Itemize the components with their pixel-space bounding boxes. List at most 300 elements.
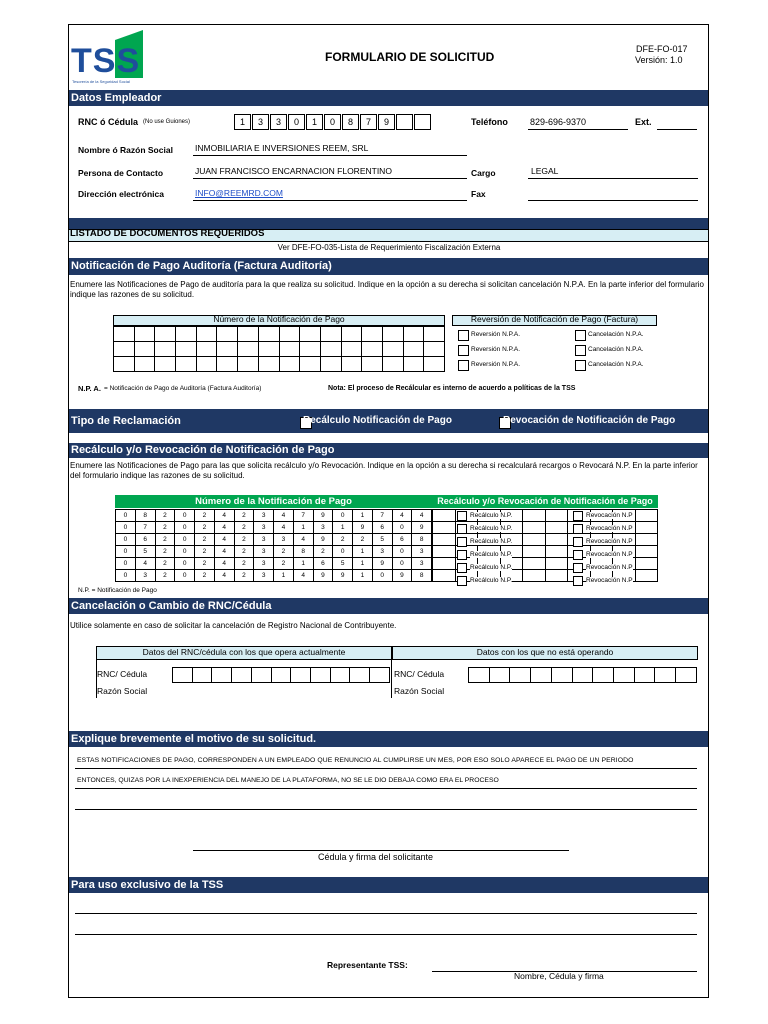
contact-value[interactable]: JUAN FRANCISCO ENCARNACION FLORENTINO	[195, 166, 392, 176]
rnc-left-name-label: Razón Social	[97, 686, 148, 696]
rnc-change-digit-cell[interactable]	[655, 668, 676, 683]
np-digit-cell[interactable]: 0	[392, 546, 412, 558]
claim-opt-revoc: Revocación de Notificación de Pago	[503, 415, 676, 426]
revoc-np-checkbox[interactable]	[573, 524, 583, 534]
np-digit-cell[interactable]: 1	[274, 570, 294, 582]
np-digit-cell[interactable]: 2	[274, 546, 294, 558]
recalc-option-cell	[635, 570, 658, 582]
np-digit-cell[interactable]: 4	[214, 570, 234, 582]
npa-digit-cell[interactable]	[382, 327, 403, 342]
np-digit-cell[interactable]: 2	[274, 558, 294, 570]
recalc-np-label: Recálculo N.P.	[470, 551, 513, 558]
npa-digit-cell[interactable]	[155, 327, 176, 342]
revoc-np-checkbox[interactable]	[573, 550, 583, 560]
phone-label: Teléfono	[471, 117, 508, 127]
np-digit-cell[interactable]: 3	[254, 546, 274, 558]
np-digit-cell[interactable]: 3	[254, 534, 274, 546]
recalc-option-cell	[545, 558, 568, 570]
cancel-npa-label: Cancelación N.P.A.	[588, 331, 644, 338]
rnc-change-digit-cell[interactable]	[593, 668, 614, 683]
npa-digit-cell[interactable]	[403, 357, 424, 372]
np-digit-cell[interactable]: 6	[392, 534, 412, 546]
np-digit-cell[interactable]: 0	[333, 510, 353, 522]
np-digit-cell[interactable]: 4	[293, 570, 313, 582]
section-reason: Explique brevemente el motivo de su solicitud.	[69, 731, 708, 747]
npa-digit-cell[interactable]	[279, 327, 300, 342]
npa-digit-cell[interactable]	[176, 342, 197, 357]
np-digit-cell[interactable]: 5	[135, 546, 155, 558]
recalc-np-checkbox[interactable]	[457, 524, 467, 534]
npa-footnote: = Notificación de Pago de Auditoría (Factura Auditoría)	[104, 385, 262, 392]
recalc-option-cell	[523, 522, 546, 534]
rnc-change-digit-cell[interactable]	[489, 668, 510, 683]
np-digit-cell[interactable]: 6	[313, 558, 333, 570]
rnc-digit-box[interactable]	[396, 114, 413, 130]
rnc-right-label: RNC/ Cédula	[394, 669, 445, 679]
rnc-right-name-label: Razón Social	[394, 686, 445, 696]
reason-underline2	[75, 788, 697, 789]
recalc-option-cell	[433, 570, 456, 582]
npa-digit-cell[interactable]	[424, 327, 445, 342]
rnc-change-digit-cell[interactable]	[469, 668, 490, 683]
npa-digit-cell[interactable]	[403, 327, 424, 342]
np-digit-cell[interactable]: 2	[155, 534, 175, 546]
np-digit-cell[interactable]: 1	[353, 510, 373, 522]
rnc-right-header: Datos con los que no está operando	[476, 647, 614, 657]
np-digit-cell[interactable]: 2	[195, 570, 215, 582]
npa-digit-cell[interactable]	[217, 342, 238, 357]
np-digit-cell[interactable]: 0	[116, 570, 136, 582]
rnc-digit-box[interactable]: 1	[306, 114, 323, 130]
recalc-instructions: Enumere las Notificaciones de Pago para las que solicita recálculo y/o Revocación. Indique en la opción a su derecha si recalculará recargos o Revocará N.P. En la parte inferior del formulario indique las razones de su solicitud.	[70, 461, 698, 480]
np-digit-cell[interactable]: 0	[116, 546, 136, 558]
rnc-change-digit-cell[interactable]	[192, 668, 212, 683]
np-digit-cell[interactable]: 2	[234, 570, 254, 582]
np-digit-cell[interactable]: 3	[313, 522, 333, 534]
npa-digit-cell[interactable]	[341, 342, 362, 357]
cancel-npa-label: Cancelación N.P.A.	[588, 361, 644, 368]
np-digit-cell[interactable]: 1	[353, 558, 373, 570]
np-digit-cell[interactable]: 4	[412, 510, 432, 522]
np-digit-cell[interactable]: 4	[293, 534, 313, 546]
np-digit-cell[interactable]: 5	[333, 558, 353, 570]
npa-digit-cell[interactable]	[196, 327, 217, 342]
npa-digit-cell[interactable]	[134, 342, 155, 357]
tss-logo	[71, 28, 145, 86]
np-digit-cell[interactable]: 2	[313, 546, 333, 558]
rnc-change-digit-cell[interactable]	[311, 668, 331, 683]
np-digit-cell[interactable]: 2	[155, 570, 175, 582]
np-digit-cell[interactable]: 4	[392, 510, 412, 522]
np-digit-cell[interactable]: 9	[412, 522, 432, 534]
recalc-option-cell	[545, 546, 568, 558]
npa-digit-cell[interactable]	[362, 357, 383, 372]
reversion-npa-label: Reversión N.P.A.	[471, 331, 521, 338]
logo-text: TSS	[71, 42, 141, 80]
claim-opt-recalc: Recálculo Notificación de Pago	[303, 415, 452, 426]
rnc-digit-box[interactable]: 9	[378, 114, 395, 130]
rnc-digit-box[interactable]: 0	[288, 114, 305, 130]
np-digit-cell[interactable]: 5	[372, 534, 392, 546]
npa-digit-cell[interactable]	[114, 327, 135, 342]
recalc-np-checkbox[interactable]	[457, 550, 467, 560]
npa-digit-cell[interactable]	[238, 342, 259, 357]
rnc-digit-box[interactable]: 0	[324, 114, 341, 130]
np-digit-cell[interactable]: 7	[293, 510, 313, 522]
documents-subtitle: Ver DFE-FO-035-Lista de Requerimiento Fiscalización Externa	[277, 243, 501, 252]
rnc-change-digit-cell[interactable]	[212, 668, 232, 683]
np-digit-cell[interactable]: 8	[135, 510, 155, 522]
np-digit-cell[interactable]: 4	[214, 558, 234, 570]
cargo-value[interactable]: LEGAL	[531, 166, 559, 176]
recalc-number-grid[interactable]	[115, 509, 432, 582]
npa-instructions: Enumere las Notificaciones de Pago de auditoría para la que realiza su solicitud. Indique en la opción a su derecha si solicitan cancelación N.P.A. En la parte inferior del formulario indique las razones de su solicitud.	[70, 280, 704, 299]
np-digit-cell[interactable]: 3	[274, 534, 294, 546]
documents-title: LISTADO DE DOCUMENTOS REQUERIDOS	[70, 228, 265, 239]
reversion-npa-label: Reversión N.P.A.	[471, 361, 521, 368]
npa-digit-cell[interactable]	[403, 342, 424, 357]
recalc-option-cell	[545, 570, 568, 582]
np-digit-cell[interactable]: 1	[293, 558, 313, 570]
npa-digit-cell[interactable]	[341, 327, 362, 342]
np-digit-cell[interactable]: 0	[116, 510, 136, 522]
rnc-label: RNC ó Cédula	[78, 117, 139, 127]
npa-digit-cell[interactable]	[155, 342, 176, 357]
npa-digit-cell[interactable]	[176, 327, 197, 342]
reversion-npa-checkbox[interactable]	[458, 330, 469, 341]
npa-digit-cell[interactable]	[279, 357, 300, 372]
reason-underline1	[75, 768, 697, 769]
recalc-np-checkbox[interactable]	[457, 563, 467, 573]
rnc-left-label: RNC/ Cédula	[97, 669, 148, 679]
recalc-option-cell	[635, 510, 658, 522]
section-rnc-change: Cancelación o Cambio de RNC/Cédula	[69, 598, 708, 614]
np-digit-cell[interactable]: 9	[372, 558, 392, 570]
rnc-change-digit-cell[interactable]	[251, 668, 271, 683]
np-digit-cell[interactable]: 0	[116, 534, 136, 546]
recalc-np-checkbox[interactable]	[457, 576, 467, 586]
np-digit-cell[interactable]: 2	[155, 522, 175, 534]
recalc-option-cell	[545, 522, 568, 534]
recalc-np-checkbox[interactable]	[457, 537, 467, 547]
npa-digit-cell[interactable]	[320, 327, 341, 342]
recalc-option-cell	[545, 510, 568, 522]
rnc-current-boxes[interactable]	[172, 667, 390, 683]
np-digit-cell[interactable]: 2	[234, 534, 254, 546]
form-title: FORMULARIO DE SOLICITUD	[325, 50, 495, 64]
npa-digit-cell[interactable]	[362, 327, 383, 342]
npa-digit-cell[interactable]	[155, 357, 176, 372]
npa-digit-cell[interactable]	[382, 357, 403, 372]
np-digit-cell[interactable]: 2	[195, 510, 215, 522]
np-digit-cell[interactable]: 2	[195, 558, 215, 570]
recalc-option-cell	[433, 558, 456, 570]
phone-value[interactable]: 829-696-9370	[530, 117, 587, 127]
np-digit-cell[interactable]: 0	[175, 558, 195, 570]
revoc-np-label: Revocación N.P	[586, 512, 633, 519]
np-digit-cell[interactable]: 1	[353, 570, 373, 582]
npa-digit-cell[interactable]	[217, 327, 238, 342]
np-digit-cell[interactable]: 9	[313, 570, 333, 582]
recalc-option-cell	[523, 510, 546, 522]
cancel-npa-checkbox[interactable]	[575, 360, 586, 371]
npa-digit-cell[interactable]	[341, 357, 362, 372]
rnc-digit-box[interactable]: 1	[234, 114, 251, 130]
npa-digit-cell[interactable]	[279, 342, 300, 357]
np-digit-cell[interactable]: 2	[155, 558, 175, 570]
rnc-change-digit-cell[interactable]	[551, 668, 572, 683]
tss-line1	[75, 913, 697, 914]
np-digit-cell[interactable]: 3	[412, 558, 432, 570]
np-digit-cell[interactable]: 2	[234, 522, 254, 534]
rnc-change-digit-cell[interactable]	[330, 668, 350, 683]
recalc-option-cell	[635, 558, 658, 570]
rnc-change-digit-cell[interactable]	[676, 668, 697, 683]
np-digit-cell[interactable]: 4	[274, 510, 294, 522]
np-digit-cell[interactable]: 6	[372, 522, 392, 534]
np-digit-cell[interactable]: 2	[195, 522, 215, 534]
np-digit-cell[interactable]: 0	[372, 570, 392, 582]
npa-number-grid[interactable]	[113, 326, 445, 372]
np-digit-cell[interactable]: 3	[254, 558, 274, 570]
npa-digit-cell[interactable]	[320, 357, 341, 372]
contact-line	[193, 178, 467, 179]
phone-line	[528, 129, 628, 130]
npa-digit-cell[interactable]	[258, 357, 279, 372]
rnc-change-digit-cell[interactable]	[350, 668, 370, 683]
np-digit-cell[interactable]: 0	[175, 570, 195, 582]
cargo-label: Cargo	[471, 168, 496, 178]
recalc-np-label: Recálculo N.P.	[470, 577, 513, 584]
np-digit-cell[interactable]: 7	[372, 510, 392, 522]
section-employer: Datos Empleador	[69, 90, 708, 106]
np-digit-cell[interactable]: 7	[135, 522, 155, 534]
npa-digit-cell[interactable]	[134, 357, 155, 372]
np-digit-cell[interactable]: 4	[135, 558, 155, 570]
rnc-digit-box[interactable]: 3	[270, 114, 287, 130]
rnc-digit-box[interactable]: 8	[342, 114, 359, 130]
reason-line2[interactable]: ENTONCES, QUIZAS POR LA INEXPERIENCIA DEL MANEJO DE LA PLATAFORMA, NO SE LE DIO DEBAJA COMO ERA EL PROCESO	[77, 777, 499, 784]
npa-digit-cell[interactable]	[258, 327, 279, 342]
cancel-npa-checkbox[interactable]	[575, 330, 586, 341]
revoc-np-label: Revocación N.P	[586, 577, 633, 584]
npa-digit-cell[interactable]	[238, 357, 259, 372]
npa-table-header: Número de la Notificación de Pago	[213, 314, 345, 324]
npa-digit-cell[interactable]	[424, 342, 445, 357]
np-digit-cell[interactable]: 9	[313, 534, 333, 546]
rnc-change-digit-cell[interactable]	[531, 668, 552, 683]
npa-digit-cell[interactable]	[300, 342, 321, 357]
np-digit-cell[interactable]: 0	[175, 510, 195, 522]
np-digit-cell[interactable]: 3	[372, 546, 392, 558]
revoc-np-checkbox[interactable]	[573, 563, 583, 573]
email-value[interactable]: INFO@REEMRD.COM	[195, 188, 283, 198]
np-digit-cell[interactable]: 1	[353, 546, 373, 558]
np-digit-cell[interactable]: 8	[293, 546, 313, 558]
rnc-note: (No use Guiones)	[143, 119, 191, 125]
recalc-option-cell	[545, 534, 568, 546]
recalc-option-cell	[433, 534, 456, 546]
np-digit-cell[interactable]: 0	[392, 558, 412, 570]
recalc-np-label: Recálculo N.P.	[470, 525, 513, 532]
npa-digit-cell[interactable]	[196, 357, 217, 372]
np-digit-cell[interactable]: 9	[333, 570, 353, 582]
np-digit-cell[interactable]: 0	[116, 558, 136, 570]
revoc-np-checkbox[interactable]	[573, 511, 583, 521]
rnc-change-digit-cell[interactable]	[173, 668, 193, 683]
np-digit-cell[interactable]: 2	[234, 558, 254, 570]
signature-line	[193, 850, 569, 851]
revoc-np-label: Revocación N.P	[586, 564, 633, 571]
contact-label: Persona de Contacto	[78, 168, 164, 178]
npa-footnote-label: N.P. A.	[78, 384, 101, 393]
cargo-line	[528, 178, 698, 179]
np-digit-cell[interactable]: 0	[333, 546, 353, 558]
recalc-option-cell	[635, 522, 658, 534]
rnc-digit-box[interactable]: 3	[252, 114, 269, 130]
revoc-np-label: Revocación N.P	[586, 551, 633, 558]
np-digit-cell[interactable]: 2	[195, 534, 215, 546]
recalc-option-cell	[433, 510, 456, 522]
reversion-npa-checkbox[interactable]	[458, 345, 469, 356]
np-digit-cell[interactable]: 3	[135, 570, 155, 582]
np-digit-cell[interactable]: 8	[412, 534, 432, 546]
np-digit-cell[interactable]: 4	[214, 534, 234, 546]
np-digit-cell[interactable]: 1	[293, 522, 313, 534]
recalc-np-label: Recálculo N.P.	[470, 512, 513, 519]
np-digit-cell[interactable]: 4	[214, 546, 234, 558]
recalc-option-cell	[433, 522, 456, 534]
email-label: Dirección electrónica	[78, 189, 164, 199]
revoc-np-label: Revocación N.P	[586, 525, 633, 532]
npa-digit-cell[interactable]	[382, 342, 403, 357]
revoc-np-label: Revocación N.P	[586, 538, 633, 545]
recalc-option-cell	[523, 546, 546, 558]
np-digit-cell[interactable]: 9	[392, 570, 412, 582]
claim-type-title: Tipo de Reclamación	[71, 415, 181, 427]
reason-underline3	[75, 809, 697, 810]
rep-sig-label: Nombre, Cédula y firma	[514, 971, 604, 981]
rnc-change-digit-cell[interactable]	[510, 668, 531, 683]
recalc-option-cell	[523, 534, 546, 546]
np-digit-cell[interactable]: 9	[353, 522, 373, 534]
section-npa: Notificación de Pago Auditoría (Factura Auditoría)	[69, 258, 708, 275]
npa-digit-cell[interactable]	[176, 357, 197, 372]
rnc-change-digit-cell[interactable]	[291, 668, 311, 683]
np-digit-cell[interactable]: 4	[214, 522, 234, 534]
np-digit-cell[interactable]: 2	[234, 510, 254, 522]
recalc-np-label: Recálculo N.P.	[470, 538, 513, 545]
npa-digit-cell[interactable]	[196, 342, 217, 357]
recalc-np-label: Recálculo N.P.	[470, 564, 513, 571]
np-digit-cell[interactable]: 9	[313, 510, 333, 522]
fax-line[interactable]	[528, 200, 698, 201]
rnc-change-digit-cell[interactable]	[634, 668, 655, 683]
npa-digit-cell[interactable]	[320, 342, 341, 357]
np-digit-cell[interactable]: 8	[412, 570, 432, 582]
rnc-other-boxes[interactable]	[468, 667, 697, 683]
recalc-np-checkbox[interactable]	[457, 511, 467, 521]
revoc-np-checkbox[interactable]	[573, 537, 583, 547]
rnc-change-digit-cell[interactable]	[614, 668, 635, 683]
name-line	[193, 155, 467, 156]
reversion-npa-label: Reversión N.P.A.	[471, 346, 521, 353]
np-digit-cell[interactable]: 0	[175, 534, 195, 546]
name-label: Nombre ó Razón Social	[78, 145, 173, 155]
npa-digit-cell[interactable]	[258, 342, 279, 357]
np-digit-cell[interactable]: 2	[155, 510, 175, 522]
np-digit-cell[interactable]: 0	[116, 522, 136, 534]
form-version: Versión: 1.0	[635, 55, 683, 65]
rnc-change-digit-cell[interactable]	[232, 668, 252, 683]
recalc-option-cell	[635, 546, 658, 558]
npa-digit-cell[interactable]	[300, 357, 321, 372]
form-code: DFE-FO-017	[636, 44, 688, 54]
np-digit-cell[interactable]: 3	[412, 546, 432, 558]
reversion-npa-checkbox[interactable]	[458, 360, 469, 371]
np-digit-cell[interactable]: 0	[175, 546, 195, 558]
recalc-option-cell	[523, 558, 546, 570]
np-digit-cell[interactable]: 3	[254, 510, 274, 522]
np-digit-cell[interactable]: 2	[333, 534, 353, 546]
npa-digit-cell[interactable]	[300, 327, 321, 342]
np-digit-cell[interactable]: 0	[392, 522, 412, 534]
npa-digit-cell[interactable]	[217, 357, 238, 372]
npa-digit-cell[interactable]	[424, 357, 445, 372]
cancel-npa-label: Cancelación N.P.A.	[588, 346, 644, 353]
npa-digit-cell[interactable]	[114, 357, 135, 372]
npa-digit-cell[interactable]	[114, 342, 135, 357]
npa-digit-cell[interactable]	[134, 327, 155, 342]
rep-label: Representante TSS:	[327, 960, 408, 970]
np-digit-cell[interactable]: 3	[254, 570, 274, 582]
revoc-np-checkbox[interactable]	[573, 576, 583, 586]
npa-digit-cell[interactable]	[362, 342, 383, 357]
rnc-change-digit-cell[interactable]	[271, 668, 291, 683]
npa-note: Nota: El proceso de Recálcular es interno de acuerdo a políticas de la TSS	[328, 385, 576, 392]
rnc-digit-box[interactable]: 7	[360, 114, 377, 130]
npa-digit-cell[interactable]	[238, 327, 259, 342]
np-digit-cell[interactable]: 3	[254, 522, 274, 534]
reason-line1[interactable]: ESTAS NOTIFICACIONES DE PAGO, CORRESPONDEN A UN EMPLEADO QUE RENUNCIO AL CUMPLIRSE UN MES, POR ESO SOLO APARECE EL PAGO DE UN PERIODO	[77, 757, 634, 764]
rnc-left-header: Datos del RNC/cédula con los que opera actualmente	[142, 647, 346, 657]
np-digit-cell[interactable]: 4	[274, 522, 294, 534]
name-value[interactable]: INMOBILIARIA E INVERSIONES REEM, SRL	[195, 143, 369, 153]
np-digit-cell[interactable]: 2	[195, 546, 215, 558]
np-digit-cell[interactable]: 4	[214, 510, 234, 522]
tss-line2	[75, 934, 697, 935]
recalc-option-cell	[433, 546, 456, 558]
section-recalc: Recálculo y/o Revocación de Notificación de Pago	[69, 443, 708, 458]
signature-label: Cédula y firma del solicitante	[318, 852, 434, 862]
np-digit-cell[interactable]: 2	[353, 534, 373, 546]
email-line	[193, 200, 467, 201]
np-digit-cell[interactable]: 6	[135, 534, 155, 546]
cancel-npa-checkbox[interactable]	[575, 345, 586, 356]
rnc-change-digit-cell[interactable]	[572, 668, 593, 683]
recalc-table-header: Número de la Notificación de Pago	[115, 495, 432, 508]
np-digit-cell[interactable]: 1	[333, 522, 353, 534]
recalc-option-cell	[635, 534, 658, 546]
np-digit-cell[interactable]: 0	[175, 522, 195, 534]
ext-line[interactable]	[657, 129, 697, 130]
rnc-change-digit-cell[interactable]	[370, 668, 390, 683]
np-digit-cell[interactable]: 2	[155, 546, 175, 558]
np-digit-cell[interactable]: 2	[234, 546, 254, 558]
recalc-option-cell	[523, 570, 546, 582]
rnc-digit-box[interactable]	[414, 114, 431, 130]
reversion-header: Reversión de Notificación de Pago (Factura)	[470, 314, 639, 324]
